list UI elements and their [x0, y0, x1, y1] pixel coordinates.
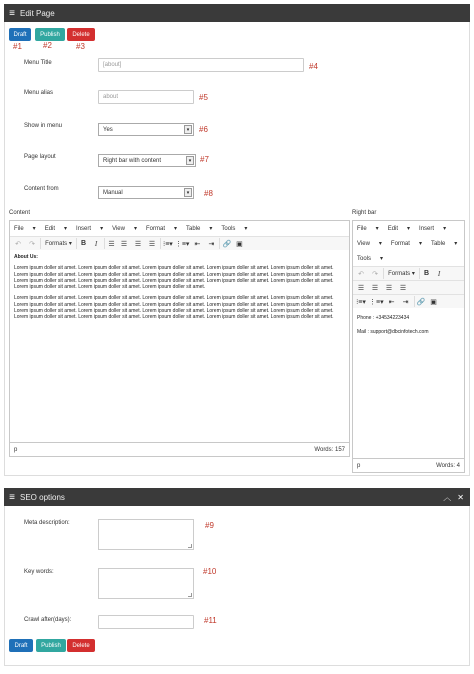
show-in-menu-value: Yes	[103, 126, 113, 133]
bold-icon[interactable]: B	[419, 268, 431, 279]
key-words-input[interactable]	[98, 568, 194, 599]
right-menubar-row1: File ▾ Edit ▾ Insert ▾	[357, 225, 447, 232]
bold-icon[interactable]: B	[76, 238, 88, 249]
menu-icon[interactable]: ≡	[9, 7, 15, 19]
content-heading: About Us:	[14, 254, 38, 260]
right-bar-path: p	[357, 462, 361, 469]
edit-page-header	[4, 4, 470, 22]
meta-description-label: Meta description:	[24, 520, 70, 526]
marker-4: #4	[309, 62, 318, 71]
crawl-after-label: Crawl after(days):	[24, 617, 72, 623]
marker-10: #10	[203, 567, 217, 576]
outdent-icon[interactable]: ⇤	[388, 298, 395, 306]
right-bar-word-count: Words: 4	[436, 462, 460, 469]
indent-icon[interactable]: ⇥	[402, 298, 409, 306]
link-icon[interactable]: 🔗	[219, 238, 231, 249]
menu-file[interactable]: File	[14, 225, 24, 232]
align-right-icon[interactable]: ☰	[134, 240, 142, 248]
marker-1: #1	[13, 42, 22, 51]
content-from-select[interactable]	[98, 186, 194, 199]
menu-title-label: Menu Title	[24, 60, 52, 66]
menu-title-input[interactable]: [about]	[98, 58, 304, 72]
image-icon[interactable]: ▣	[236, 240, 243, 248]
italic-icon[interactable]: I	[94, 239, 98, 248]
italic-icon[interactable]: I	[437, 269, 441, 278]
menu-table[interactable]: Table	[430, 240, 446, 247]
seo-title: SEO options	[20, 492, 65, 502]
menu-table[interactable]: Table	[186, 225, 201, 232]
right-menubar-row2: View ▾ Format ▾ Table ▾	[357, 240, 458, 247]
align-left-icon[interactable]: ☰	[104, 238, 116, 249]
menu-icon[interactable]: ≡	[9, 491, 15, 503]
content-label: Content	[9, 210, 31, 216]
align-left-icon[interactable]: ☰	[357, 284, 365, 292]
seo-publish-button[interactable]: Publish	[36, 639, 66, 652]
right-bar-statusbar	[353, 458, 464, 472]
content-statusbar	[10, 442, 349, 456]
content-editor-body[interactable]	[10, 250, 349, 325]
menu-edit[interactable]: Edit	[44, 225, 56, 232]
seo-header	[4, 488, 470, 506]
show-in-menu-label: Show in menu	[24, 123, 63, 129]
justify-icon[interactable]: ☰	[399, 284, 407, 292]
key-words-label: Key words:	[24, 569, 54, 575]
undo-icon[interactable]: ↶	[358, 270, 364, 278]
marker-2: #2	[43, 41, 52, 50]
marker-6: #6	[199, 125, 208, 134]
align-center-icon[interactable]: ☰	[120, 240, 128, 248]
page-layout-label: Page layout	[24, 154, 56, 160]
seo-draft-button[interactable]: Draft	[9, 639, 33, 652]
formats-dropdown[interactable]: Formats ▾	[383, 268, 417, 279]
marker-9: #9	[205, 521, 214, 530]
draft-button[interactable]: Draft	[9, 28, 31, 41]
edit-page-title: Edit Page	[20, 8, 55, 18]
marker-3: #3	[76, 42, 85, 51]
menu-view[interactable]: View	[112, 225, 125, 232]
menu-file[interactable]: File	[357, 225, 367, 232]
menu-alias-label: Menu alias	[24, 90, 54, 96]
close-icon[interactable]: ✕	[457, 492, 464, 502]
menu-view[interactable]: View	[357, 240, 370, 247]
menu-alias-input[interactable]: about	[98, 90, 194, 104]
content-path: p	[14, 446, 18, 453]
marker-5: #5	[199, 93, 208, 102]
content-paragraph: Lorem ipsum doller sit amet. Lorem ipsum doller sit amet. Lorem ipsum doller sit amet. Lorem ipsum doller sit amet. Lorem ipsum doller sit amet. Lorem ipsum doller sit amet. Lorem ipsum doller sit amet. Lorem ipsum doller sit amet. Lorem ipsum doller sit amet. Lorem ipsum doller sit amet. Lorem ipsum doller sit amet. Lorem ipsum doller sit amet. Lorem ipsum doller sit amet. Lorem ipsum doller sit amet. Lorem ipsum doller sit amet. Lorem ipsum doller sit amet. Lorem ipsum doller sit amet. Lorem ipsum doller sit amet. Lorem ipsum doller sit amet. Lorem ipsum doller sit amet.	[14, 295, 334, 321]
chevron-down-icon[interactable]: ▾	[186, 156, 194, 165]
seo-delete-button[interactable]: Delete	[67, 639, 95, 652]
numbered-list-icon[interactable]: ⋮≡▾	[174, 240, 190, 248]
chevron-down-icon[interactable]: ▾	[184, 188, 192, 197]
mail-text: Mail : support@dbcinfotech.com	[357, 329, 429, 336]
right-bar-editor-body[interactable]	[353, 308, 464, 340]
page-layout-select[interactable]	[98, 154, 196, 167]
show-in-menu-select[interactable]	[98, 123, 194, 136]
phone-text: Phone : +34534223434	[357, 315, 410, 321]
content-from-value: Manual	[103, 189, 123, 196]
marker-8: #8	[204, 189, 213, 198]
right-toolbar-row3	[353, 294, 464, 308]
right-toolbar-row1	[353, 266, 464, 280]
right-toolbar-row2	[353, 280, 464, 294]
indent-icon[interactable]: ⇥	[208, 240, 215, 248]
content-word-count: Words: 157	[314, 446, 345, 453]
marker-11: #11	[204, 616, 217, 625]
redo-icon[interactable]: ↷	[29, 240, 35, 248]
bullet-list-icon[interactable]: ⁝≡▾	[160, 238, 173, 249]
content-from-label: Content from	[24, 186, 59, 192]
outdent-icon[interactable]: ⇤	[194, 240, 201, 248]
menu-tools[interactable]: Tools	[221, 225, 236, 232]
meta-description-input[interactable]	[98, 519, 194, 550]
marker-7: #7	[200, 155, 209, 164]
delete-button[interactable]: Delete	[67, 28, 95, 41]
undo-icon[interactable]: ↶	[15, 240, 21, 248]
page-layout-value: Right bar with content	[103, 157, 162, 164]
align-right-icon[interactable]: ☰	[385, 284, 393, 292]
menu-tools[interactable]: Tools	[357, 255, 372, 262]
right-bar-editor	[352, 220, 465, 473]
align-center-icon[interactable]: ☰	[371, 284, 379, 292]
justify-icon[interactable]: ☰	[148, 240, 156, 248]
menu-insert[interactable]: Insert	[76, 225, 92, 232]
crawl-after-input[interactable]	[98, 615, 194, 629]
content-toolbar	[10, 236, 349, 250]
chevron-down-icon[interactable]: ▾	[184, 125, 192, 134]
link-icon[interactable]: 🔗	[414, 296, 426, 307]
redo-icon[interactable]: ↷	[372, 270, 378, 278]
image-icon[interactable]: ▣	[430, 298, 437, 306]
publish-button[interactable]: Publish	[35, 28, 65, 41]
formats-dropdown[interactable]: Formats ▾	[40, 238, 74, 249]
content-menubar: File ▾ Edit ▾ Insert ▾ View ▾ Format ▾ Table ▾ Tools ▾	[14, 225, 248, 232]
right-bar-label: Right bar	[352, 210, 377, 216]
collapse-icon[interactable]: ︿	[443, 492, 452, 502]
bullet-list-icon[interactable]: ⁝≡▾	[356, 298, 366, 306]
right-menubar-row3: Tools ▾	[357, 255, 384, 262]
menu-format[interactable]: Format	[390, 240, 410, 247]
content-editor	[9, 220, 350, 457]
content-paragraph: Lorem ipsum doller sit amet. Lorem ipsum doller sit amet. Lorem ipsum doller sit amet. Lorem ipsum doller sit amet. Lorem ipsum doller sit amet. Lorem ipsum doller sit amet. Lorem ipsum doller sit amet. Lorem ipsum doller sit amet. Lorem ipsum doller sit amet. Lorem ipsum doller sit amet. Lorem ipsum doller sit amet. Lorem ipsum doller sit amet. Lorem ipsum doller sit amet. Lorem ipsum doller sit amet. Lorem ipsum doller sit amet. Lorem ipsum doller sit amet. Lorem ipsum doller sit amet. Lorem ipsum doller sit amet.	[14, 265, 334, 291]
menu-insert[interactable]: Insert	[419, 225, 435, 232]
menu-format[interactable]: Format	[146, 225, 166, 232]
numbered-list-icon[interactable]: ⋮≡▾	[369, 298, 384, 306]
menu-edit[interactable]: Edit	[387, 225, 399, 232]
